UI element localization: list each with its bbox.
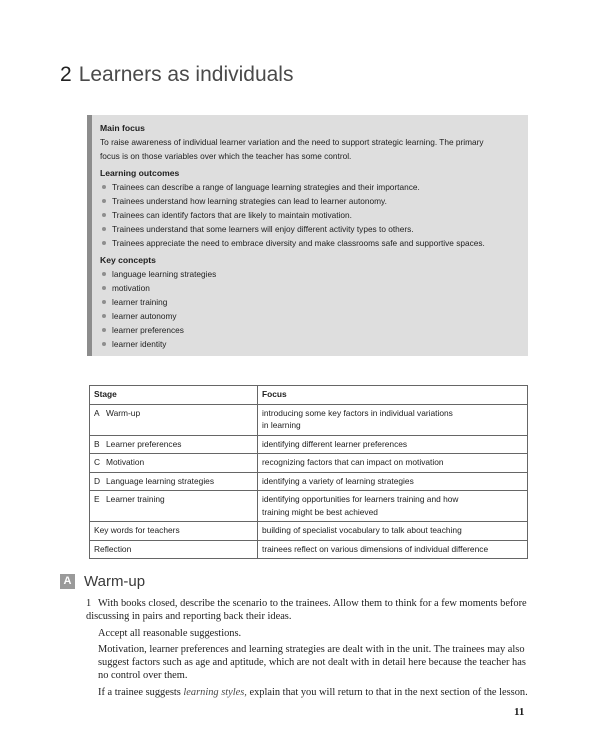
key-concepts-section <box>100 254 520 351</box>
concept-item: learner autonomy <box>100 309 520 323</box>
concept-item: motivation <box>100 281 520 295</box>
main-focus-text <box>100 135 520 163</box>
table-header-row <box>90 386 528 405</box>
paragraph: Motivation, learner preferences and learning strategies are dealt with in the unit. The trainees may also suggest factors such as age and aptitude, which are not dealt with in detail here because the teacher has no control over them. <box>98 643 526 682</box>
stage-cell <box>90 454 258 473</box>
stage-cell <box>90 404 258 435</box>
concept-item: learner training <box>100 295 520 309</box>
focus-cell: trainees reflect on various dimensions of individual difference <box>258 540 528 559</box>
section-a-body <box>86 597 531 702</box>
page-number: 11 <box>514 706 525 718</box>
table-row <box>90 472 528 491</box>
paragraph-text: explain that you will return to that in the next section of the lesson. <box>246 686 528 698</box>
learning-outcomes-heading: Learning outcomes <box>100 168 180 178</box>
paragraph <box>86 597 531 624</box>
main-focus-line: focus is on those variables over which the teacher has some control. <box>100 151 352 161</box>
unit-overview-box <box>87 115 528 356</box>
focus-cell <box>258 491 528 522</box>
focus-line: training might be best achieved <box>262 506 378 517</box>
paragraph-text: If a trainee suggests <box>98 686 184 698</box>
stage-name: Warm-up <box>106 407 141 418</box>
chapter-title <box>60 63 293 87</box>
focus-cell: identifying different learner preferences <box>258 435 528 454</box>
stage-cell <box>90 472 258 491</box>
concept-item: language learning strategies <box>100 267 520 281</box>
key-concepts-list <box>100 267 520 351</box>
stage-column-header: Stage <box>90 386 258 405</box>
stage-cell: Reflection <box>90 540 258 559</box>
stage-name: Language learning strategies <box>106 475 215 486</box>
stage-letter: D <box>94 475 101 486</box>
chapter-title-text: Learners as individuals <box>78 63 294 86</box>
section-a-heading <box>60 571 145 591</box>
concept-item: learner preferences <box>100 323 520 337</box>
stage-letter: E <box>94 494 100 504</box>
main-focus-heading: Main focus <box>100 123 145 133</box>
section-title: Warm-up <box>84 572 146 590</box>
stage-cell <box>90 491 258 522</box>
stage-letter: C <box>94 457 101 467</box>
paragraph <box>86 686 531 699</box>
stage-name: Learner training <box>106 494 165 504</box>
outcome-item: Trainees can describe a range of language learning strategies and their importance. <box>100 180 520 194</box>
paragraph: Accept all reasonable suggestions. <box>98 627 242 639</box>
stage-cell: Key words for teachers <box>90 522 258 541</box>
focus-line: identifying opportunities for learners training and how <box>262 494 459 504</box>
section-letter-badge: A <box>60 574 75 589</box>
stage-letter: B <box>94 438 100 449</box>
table-row <box>90 522 528 541</box>
table-row <box>90 491 528 522</box>
focus-cell <box>258 404 528 435</box>
focus-line: introducing some key factors in individual variations <box>262 407 453 418</box>
chapter-number: 2 <box>60 63 72 86</box>
learning-outcomes-list <box>100 180 520 250</box>
focus-cell: building of specialist vocabulary to talk about teaching <box>258 522 528 541</box>
stage-name: Motivation <box>106 457 145 467</box>
main-focus-line: To raise awareness of individual learner variation and the need to support strategic learning. The primary <box>100 137 484 147</box>
outcome-item: Trainees understand that some learners will enjoy different activity types to others. <box>100 222 520 236</box>
table-row <box>90 404 528 435</box>
concept-item: learner identity <box>100 337 520 351</box>
emphasis-term: learning styles, <box>183 686 247 698</box>
focus-column-header: Focus <box>258 386 528 405</box>
stage-name: Learner preferences <box>106 438 182 449</box>
item-number: 1 <box>86 598 92 609</box>
main-focus-section <box>100 122 520 163</box>
stage-focus-table <box>89 385 528 559</box>
learning-outcomes-section <box>100 167 520 250</box>
stage-letter: A <box>94 407 100 418</box>
outcome-item: Trainees understand how learning strategies can lead to learner autonomy. <box>100 194 520 208</box>
outcome-item: Trainees can identify factors that are likely to maintain motivation. <box>100 208 520 222</box>
outcome-item: Trainees appreciate the need to embrace diversity and make classrooms safe and supportive spaces. <box>100 236 520 250</box>
table-row <box>90 435 528 454</box>
key-concepts-heading: Key concepts <box>100 255 156 265</box>
table-row <box>90 454 528 473</box>
focus-cell: identifying a variety of learning strategies <box>258 472 528 491</box>
stage-cell <box>90 435 258 454</box>
focus-cell: recognizing factors that can impact on motivation <box>258 454 528 473</box>
table-row <box>90 540 528 559</box>
paragraph-text: With books closed, describe the scenario to the trainees. Allow them to think for a few moments before discussing in pairs and reporting back their ideas. <box>86 598 527 623</box>
focus-line: in learning <box>262 420 301 430</box>
